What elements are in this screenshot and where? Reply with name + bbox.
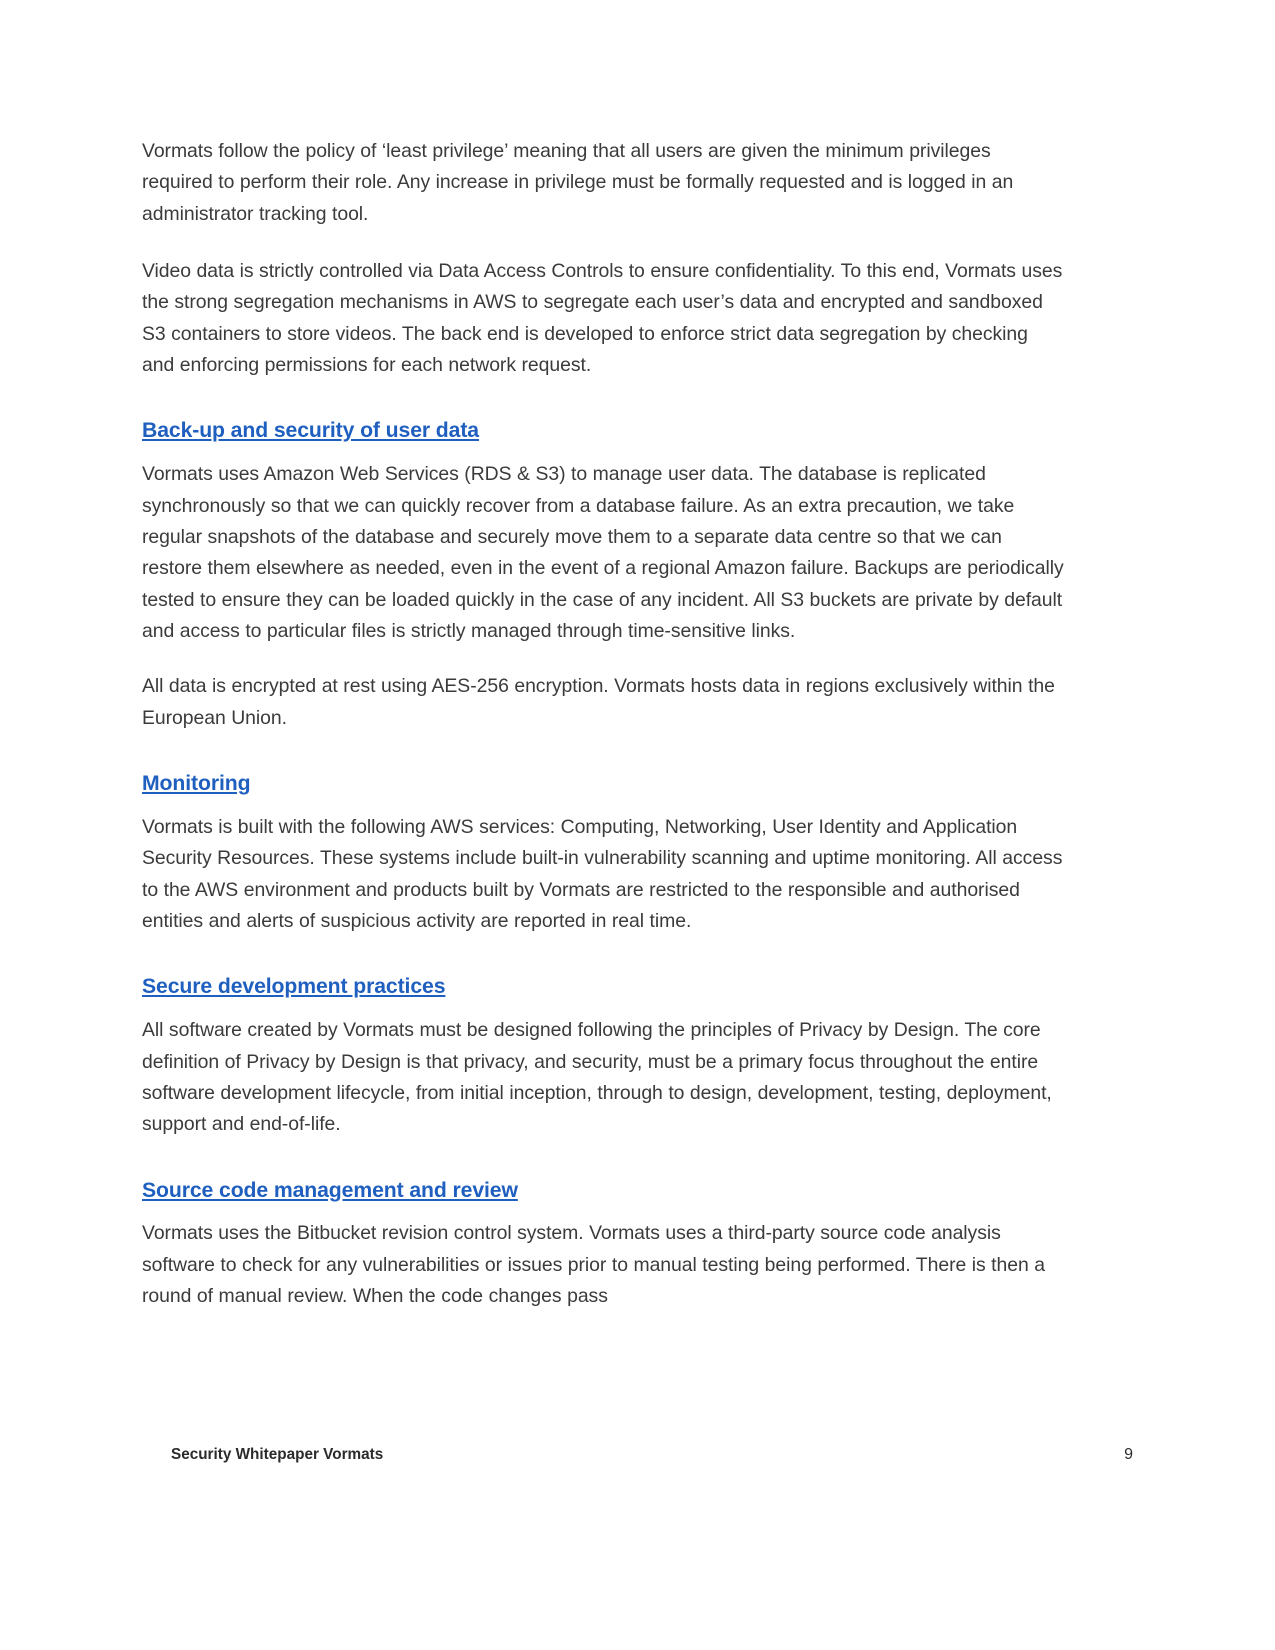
intro-paragraph-1: Vormats follow the policy of ‘least privilege’ meaning that all users are given the minimum privileges required to perform their role. Any increase in privilege must be formally requested and is logged in an administrator tracking tool. [142, 140, 1014, 225]
section-heading-source-code-management[interactable]: Source code management and review [142, 1178, 518, 1202]
section-paragraph: Vormats uses the Bitbucket revision control system. Vormats uses a third-party source code analysis software to check for any vulnerabilities or issues prior to manual testing being performed. There is then a round of manual review. When the code changes pass [142, 1222, 1045, 1308]
section-heading-secure-development-practices[interactable]: Secure development practices [142, 975, 446, 999]
intro-paragraph-2: Video data is strictly controlled via Data Access Controls to ensure confidentiality. To this end, Vormats uses the strong segregation mechanisms in AWS to segregate each user’s data and encrypted and sandboxed S3 containers to store videos. The back end is developed to enforce strict data segregation by checking and enforcing permissions for each network request. [142, 259, 1063, 376]
section-secure-development-practices [142, 973, 1064, 1140]
section-heading-backup-and-security[interactable]: Back-up and security of user data [142, 419, 479, 443]
page-content [142, 136, 1064, 1312]
section-source-code-management [142, 1177, 1064, 1313]
section-monitoring [142, 770, 1064, 937]
section-paragraph: Vormats is built with the following AWS services: Computing, Networking, User Identity and Application Security Resources. These systems include built-in vulnerability scanning and uptime monitoring. All access to the AWS environment and products built by Vormats are restricted to the responsible and authorised entities and alerts of suspicious activity are reported in real time. [142, 815, 1063, 932]
section-paragraph: All software created by Vormats must be designed following the principles of Privacy by Design. The core definition of Privacy by Design is that privacy, and security, must be a primary focus throughout the entire software development lifecycle, from initial inception, through to design, development, testing, deployment, support and end-of-life. [142, 1019, 1052, 1136]
section-heading-monitoring[interactable]: Monitoring [142, 771, 251, 795]
footer-page-number: 9 [1124, 1446, 1133, 1463]
section-backup-and-security [142, 417, 1064, 734]
footer-document-title: Security Whitepaper Vormats [171, 1446, 384, 1463]
section-paragraph: All data is encrypted at rest using AES-256 encryption. Vormats hosts data in regions exclusively within the European Union. [142, 675, 1055, 729]
page-footer [171, 1446, 1133, 1464]
section-paragraph: Vormats uses Amazon Web Services (RDS & S3) to manage user data. The database is replicated synchronously so that we can quickly recover from a database failure. As an extra precaution, we take regular snapshots of the database and securely move them to a separate data centre so that we can restore them elsewhere as needed, even in the event of a regional Amazon failure. Backups are periodically tested to ensure they can be loaded quickly in the case of any incident. All S3 buckets are private by default and access to particular files is strictly managed through time-sensitive links. [142, 463, 1064, 642]
